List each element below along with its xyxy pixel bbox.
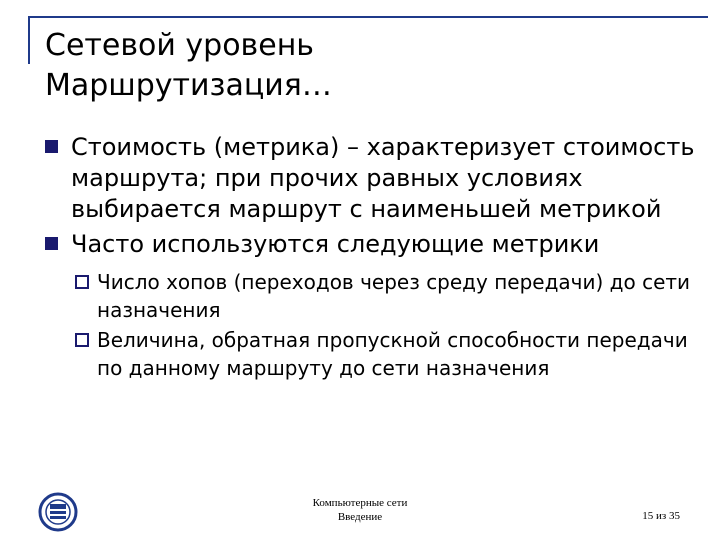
slide-page-number: 15 из 35: [642, 510, 680, 522]
sub-bullet-text-bandwidth: Величина, обратная пропускной способности передачи по данному маршруту до сети назначения: [97, 328, 688, 380]
sub-bullet-item-hops: [71, 268, 695, 324]
bullet-text-metrics: Часто используются следующие метрики: [71, 230, 600, 258]
footer-section-name: Введение: [337, 511, 383, 523]
title-frame-left-line: [28, 16, 30, 64]
slide-content: [45, 132, 695, 384]
slide-title: [45, 26, 685, 106]
hollow-square-bullet-icon: [75, 333, 89, 347]
slide-title-line-1: Сетевой уровень: [45, 28, 314, 63]
title-frame-top-line: [28, 16, 708, 18]
bullet-item-metrics: [45, 229, 695, 260]
sub-bullet-list: [71, 268, 695, 382]
hollow-square-bullet-icon: [75, 275, 89, 289]
bullet-text-cost: Стоимость (метрика) – характеризует стоимость маршрута; при прочих равных условиях выбирается маршрут с наименьшей метрикой: [71, 133, 695, 223]
footer-course-name: Компьютерные сети: [312, 497, 408, 509]
slide-title-line-2: Маршрутизация…: [45, 68, 332, 103]
sub-bullet-text-hops: Число хопов (переходов через среду передачи) до сети назначения: [97, 270, 691, 322]
university-logo-icon: [38, 492, 78, 532]
sub-bullet-item-bandwidth: [71, 326, 695, 382]
square-bullet-icon: [45, 237, 58, 250]
bullet-item-cost: [45, 132, 695, 225]
footer-course-info: [280, 496, 440, 524]
square-bullet-icon: [45, 140, 58, 153]
